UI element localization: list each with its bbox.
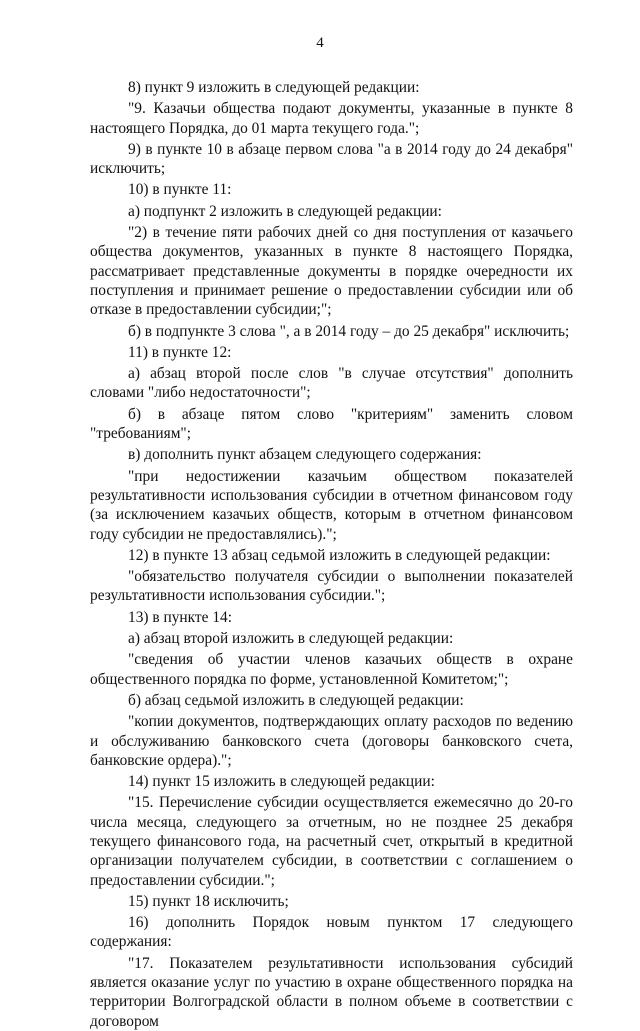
paragraph-15-text: "15. Перечисление субсидии осуществляется ежемесячно до 20-го числа месяца, следующего за отчетным, но не позднее 25 декабря текущего финансового года, на расчетный счет, открытый в кредитной организации получателем субсидии, в соответствии с соглашением о предоставлении субсидии."; [90,794,573,889]
paragraph-12-v-text: "при недостижении казачьим обществом показателей результативности использования субсидии в отчетном финансовом году (за исключением казачьих обществ, которым в отчетном финансовом году субсидии не предоставлялись)."; [90,467,573,543]
paragraph-17-text: "17. Показателем результативности использования субсидий является оказание услуг по участию в охране общественного порядка на территории Волгоградской области в полном объеме в соответствии с договором [90,954,573,1030]
paragraph-subpoint-2: а) подпункт 2 изложить в следующей редакции: [128,202,442,220]
paragraph-12-point-13: 12) в пункте 13 абзац седьмой изложить в следующей редакции: [128,546,551,564]
paragraph-14-b: б) абзац седьмой изложить в следующей редакции: [128,691,464,709]
paragraph-13-text: "обязательство получателя субсидии о выполнении показателей результативности использования субсидии."; [90,568,573,605]
paragraph-point-9-text: "9. Казачьи общества подают документы, указанные в пункте 8 настоящего Порядка, до 01 марта текущего года."; [90,100,573,137]
paragraph-14-a-text: "сведения об участии членов казачьих обществ в охране общественного порядка по форме, установленной Комитетом;"; [90,651,573,688]
paragraph-15-point-18: 15) пункт 18 исключить; [128,892,289,910]
paragraph-16-point-17: 16) дополнить Порядок новым пунктом 17 следующего содержания: [90,914,573,951]
paragraph-14-point-15: 14) пункт 15 изложить в следующей редакции: [128,773,435,791]
paragraph-subpoint-2-text: "2) в течение пяти рабочих дней со дня поступления от казачьего общества документов, указанных в пункте 8 настоящего Порядка, рассматривает представленные документы в порядке очередности их поступления и принимает решение о предоставлении субсидии или об отказе в предоставлении субсидии;"; [90,224,573,319]
paragraph-14-b-text: "копии документов, подтверждающих оплату расходов по ведению и обслуживанию банковского счета (договоры банковского счета, банковские ордера)."; [90,713,573,769]
paragraph-9-point-10: 9) в пункте 10 в абзаце первом слова "а в 2014 году до 24 декабря" исключить; [90,140,573,178]
paragraph-8-point-9: 8) пункт 9 изложить в следующей редакции: [128,79,420,96]
paragraph-12-v: в) дополнить пункт абзацем следующего содержания: [128,446,482,464]
paragraph-13-point-14: 13) в пункте 14: [128,608,232,626]
paragraph-14-a: а) абзац второй изложить в следующей редакции: [128,630,454,648]
paragraph-subpoint-3: б) в подпункте 3 слова ", а в 2014 году – до 25 декабря" исключить; [128,322,570,340]
page-number: 4 [316,35,324,51]
paragraph-11-point-12: 11) в пункте 12: [128,343,232,361]
paragraph-12-a: а) абзац второй после слов "в случае отсутствия" дополнить словами "либо недостаточности"; [90,365,573,402]
paragraph-12-b: б) в абзаце пятом слово "критериям" заменить словом "требованиям"; [90,405,573,443]
document-body [90,78,573,1031]
paragraph-10-point-11: 10) в пункте 11: [128,181,232,199]
